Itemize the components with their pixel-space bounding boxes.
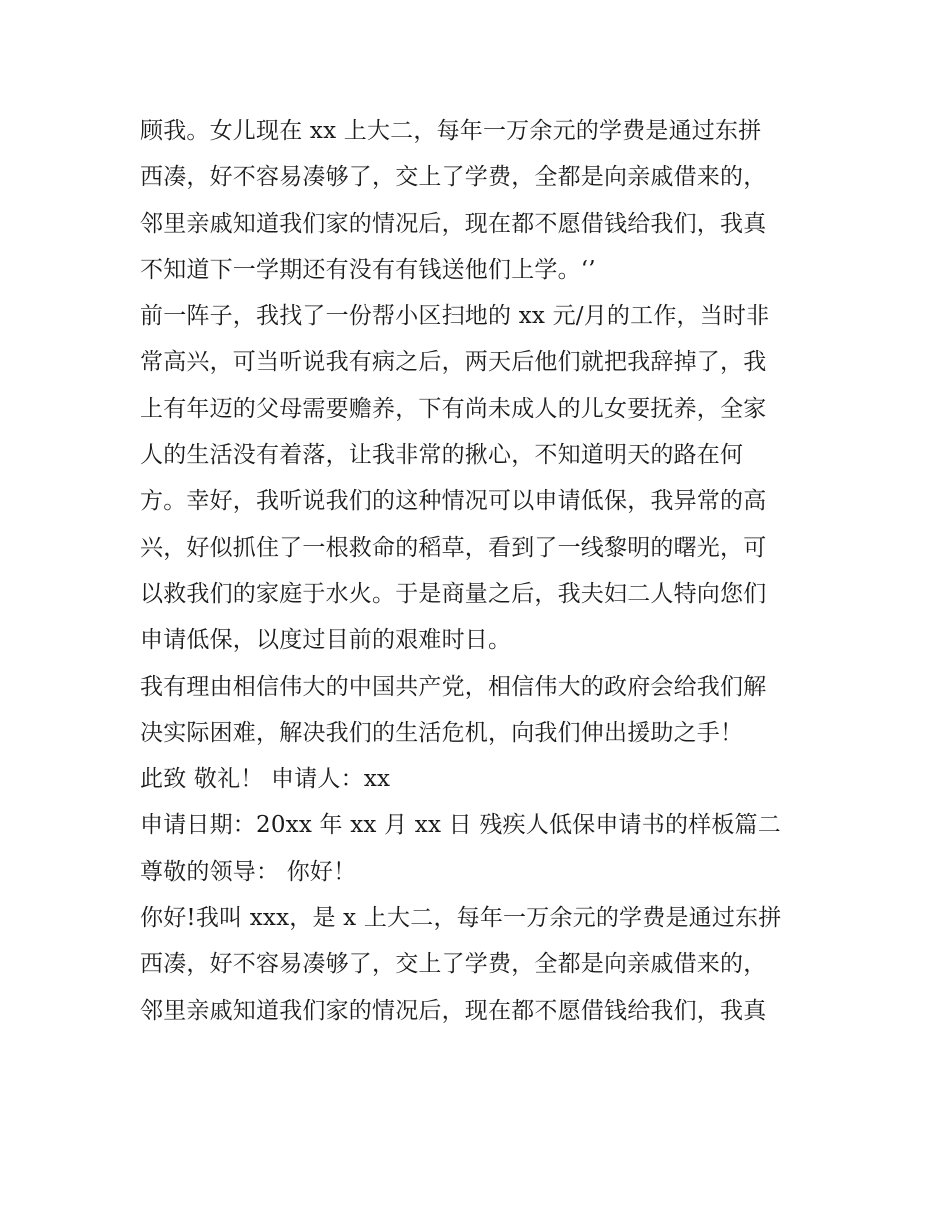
text-line: 人的生活没有着落，让我非常的揪心，不知道明天的路在何 xyxy=(140,442,744,469)
text-line: 西凑，好不容易凑够了，交上了学费，全都是向亲戚借来的， xyxy=(140,951,767,978)
text-line: 不知道下一学期还有没有有钱送他们上学。‘’ xyxy=(140,256,596,283)
text-line: 我有理由相信伟大的中国共产党，相信伟大的政府会给我们解 xyxy=(140,673,767,700)
text-line: 决实际困难，解决我们的生活危机，向我们伸出援助之手！ xyxy=(140,719,744,746)
text-line: 兴，好似抓住了一根救命的稻草，看到了一线黎明的曙光，可 xyxy=(140,534,767,561)
text-line: 尊敬的领导： 你好！ xyxy=(140,858,357,885)
text-line: 邻里亲戚知道我们家的情况后，现在都不愿借钱给我们，我真 xyxy=(140,210,767,237)
text-line: 西凑，好不容易凑够了，交上了学费，全都是向亲戚借来的， xyxy=(140,164,767,191)
text-line: 上有年迈的父母需要赡养，下有尚未成人的儿女要抚养，全家 xyxy=(140,395,767,422)
text-line: 常高兴，可当听说我有病之后，两天后他们就把我辞掉了，我 xyxy=(140,349,767,376)
text-line: 方。幸好，我听说我们的这种情况可以申请低保，我异常的高 xyxy=(140,488,767,515)
text-line: 申请日期：20xx 年 xx 月 xx 日 残疾人低保申请书的样板篇二 xyxy=(140,812,781,839)
text-line: 你好!我叫 xxx，是 x 上大二，每年一万余元的学费是通过东拼 xyxy=(140,905,782,932)
text-line: 此致 敬礼！ 申请人：xx xyxy=(140,766,391,793)
text-line: 以救我们的家庭于水火。于是商量之后，我夫妇二人特向您们 xyxy=(140,580,767,607)
document-body xyxy=(140,108,820,1034)
text-line: 邻里亲戚知道我们家的情况后，现在都不愿借钱给我们，我真 xyxy=(140,997,767,1024)
text-line: 前一阵子，我找了一份帮小区扫地的 xx 元/月的工作，当时非 xyxy=(140,303,770,330)
text-line: 顾我。女儿现在 xx 上大二，每年一万余元的学费是通过东拼 xyxy=(140,118,762,144)
text-line: 申请低保，以度过目前的艰难时日。 xyxy=(140,627,512,654)
